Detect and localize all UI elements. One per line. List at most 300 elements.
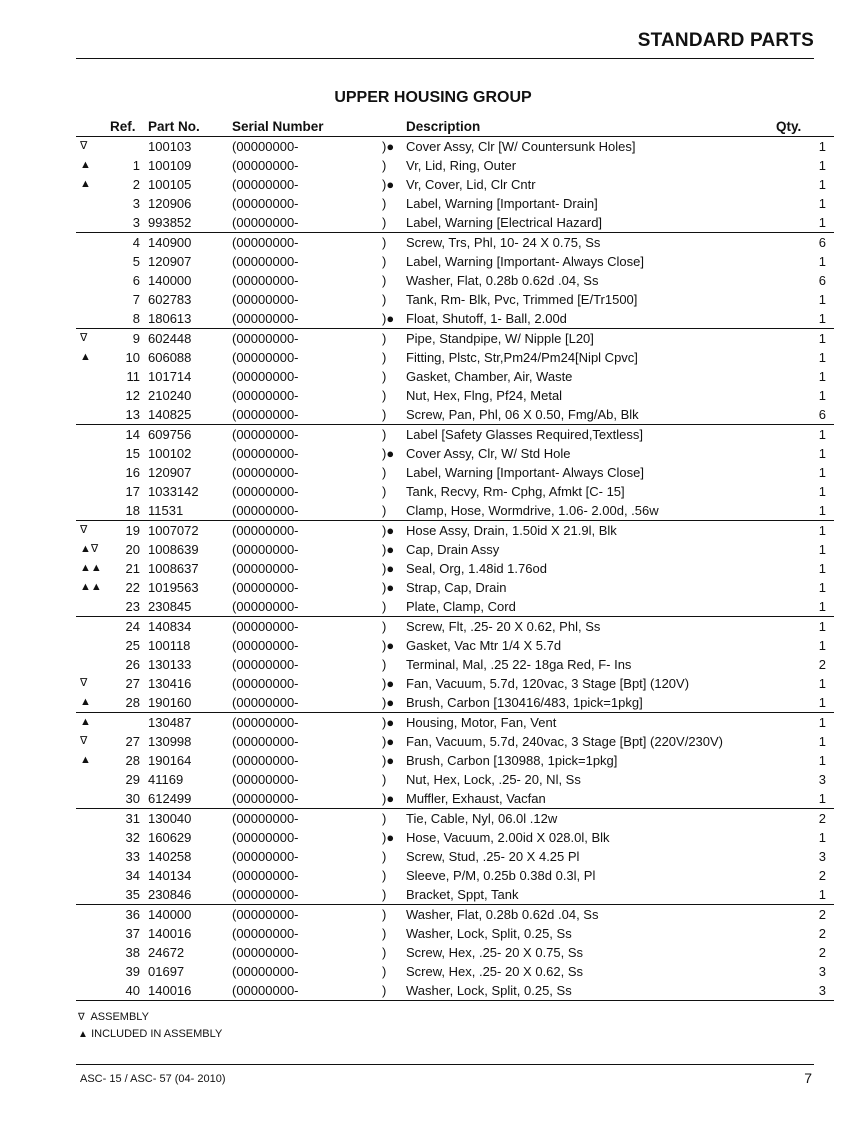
row-description: Label, Warning [Important- Always Close] [406,465,644,480]
row-qty: 1 [818,734,826,749]
row-serial-bracket: ) [382,617,406,637]
row-serial-bracket: ) [382,905,406,925]
table-row [76,540,834,559]
row-serial-number: (00000000- [232,926,299,941]
table-row [76,194,834,213]
row-serial-number: (00000000- [232,945,299,960]
row-ref: 3 [132,215,140,230]
row-qty: 6 [776,233,834,253]
row-symbol: ▲▲ [80,562,102,574]
row-description: Strap, Cap, Drain [406,580,507,595]
row-part-no: 140134 [148,868,192,883]
ref-column-header: Ref. [110,117,148,137]
row-qty: 1 [818,158,826,173]
page-number: 7 [804,1070,812,1086]
row-serial-bracket: ) [382,196,387,211]
row-serial-bracket: ) [382,292,387,307]
row-ref: 21 [125,561,140,576]
row-qty: 1 [818,753,826,768]
row-ref: 33 [125,849,140,864]
row-part-no: 190164 [148,753,192,768]
row-symbol [76,444,110,463]
row-ref: 18 [125,503,140,518]
row-description: Gasket, Chamber, Air, Waste [406,369,573,384]
row-ref: 39 [125,964,140,979]
included-symbol-icon: ▲ [78,1029,88,1040]
row-symbol [76,482,110,501]
row-symbol [76,809,110,829]
row-part-no: 602448 [148,329,232,349]
row-symbol [76,271,110,290]
row-serial-number: (00000000- [232,580,299,595]
row-part-no: 160629 [148,830,192,845]
row-description: Washer, Lock, Split, 0.25, Ss [406,926,572,941]
row-description: Brush, Carbon [130988, 1pick=1pkg] [406,753,618,768]
row-ref: 5 [132,254,140,269]
row-serial-bracket: )● [382,791,395,806]
group-title: UPPER HOUSING GROUP [334,89,532,106]
row-description: Cover Assy, Clr, W/ Std Hole [406,446,571,461]
row-qty: 2 [818,926,826,941]
row-serial-bracket: ) [382,350,387,365]
table-row [76,885,834,905]
row-part-no: 140258 [148,849,192,864]
legend-assembly [78,1011,149,1023]
row-part-no: 140016 [148,926,192,941]
row-symbol [76,655,110,674]
row-part-no: 993852 [148,215,192,230]
row-description: Screw, Flt, .25- 20 X 0.62, Phl, Ss [406,617,776,637]
row-serial-bracket: ) [382,329,406,349]
row-serial-bracket: )● [382,713,406,733]
row-symbol [76,463,110,482]
row-ref: 4 [110,233,148,253]
row-serial-number: (00000000- [232,599,299,614]
row-symbol [76,309,110,329]
row-serial-number: (00000000- [232,964,299,979]
table-row [76,924,834,943]
row-ref: 40 [110,981,148,1001]
row-part-no: 130133 [148,657,192,672]
row-symbol [76,617,110,637]
row-ref: 8 [132,311,140,326]
row-serial-bracket: ) [382,868,387,883]
row-qty: 3 [818,772,826,787]
row-part-no: 1033142 [148,484,199,499]
row-serial-number: (00000000- [232,638,299,653]
qty-column-header: Qty. [776,117,834,137]
row-serial-number: (00000000- [232,772,299,787]
row-serial-bracket: ) [382,233,406,253]
row-description: Cover Assy, Clr [W/ Countersunk Holes] [406,139,636,154]
table-row [76,693,834,713]
row-serial-number: (00000000- [232,676,299,691]
row-qty: 1 [818,599,826,614]
table-row [76,521,834,541]
row-description: Label [Safety Glasses Required,Textless] [406,425,776,445]
row-qty: 1 [818,292,826,307]
table-row [76,636,834,655]
row-qty: 2 [776,905,834,925]
serial-column-header: Serial Number [232,117,382,137]
row-qty: 1 [818,254,826,269]
row-description: Plate, Clamp, Cord [406,599,516,614]
row-serial-number: (00000000- [232,657,299,672]
row-ref: 36 [110,905,148,925]
row-part-no: 1008637 [148,561,199,576]
row-ref: 37 [125,926,140,941]
row-part-no: 120906 [148,196,192,211]
row-serial-bracket: ) [382,215,387,230]
row-qty: 1 [776,713,834,733]
row-description: Tank, Rm- Blk, Pvc, Trimmed [E/Tr1500] [406,292,638,307]
row-description: Nut, Hex, Flng, Pf24, Metal [406,388,563,403]
row-description: Washer, Flat, 0.28b 0.62d .04, Ss [406,905,776,925]
row-serial-number: (00000000- [232,177,299,192]
row-serial-bracket: ) [382,465,387,480]
row-part-no: 180613 [148,311,192,326]
row-description: Brush, Carbon [130416/483, 1pick=1pkg] [406,695,643,710]
row-serial-number: (00000000- [232,695,299,710]
row-qty: 1 [818,676,826,691]
row-qty: 1 [818,503,826,518]
row-symbol: ∇ [80,735,88,747]
row-qty: 1 [818,561,826,576]
row-serial-bracket: ) [382,388,387,403]
row-ref: 13 [125,407,140,422]
row-ref: 6 [132,273,140,288]
row-ref: 25 [125,638,140,653]
row-serial-number: (00000000- [232,905,382,925]
row-symbol [76,943,110,962]
row-part-no: 140016 [148,981,232,1001]
table-row [76,847,834,866]
row-symbol: ∇ [76,329,110,349]
row-description: Bracket, Sppt, Tank [406,887,519,902]
row-serial-bracket: ) [382,964,387,979]
row-serial-number: (00000000- [232,465,299,480]
bracket-column-header [382,117,406,137]
row-symbol [76,847,110,866]
row-symbol [76,367,110,386]
row-serial-bracket: )● [382,580,395,595]
row-serial-bracket: )● [382,311,395,326]
table-row [76,444,834,463]
row-symbol: ▲ [80,159,91,171]
row-serial-number: (00000000- [232,521,382,541]
row-symbol [76,866,110,885]
row-serial-number: (00000000- [232,407,299,422]
row-description: Hose Assy, Drain, 1.50id X 21.9l, Blk [406,521,776,541]
table-row [76,617,834,637]
row-serial-number: (00000000- [232,713,382,733]
table-row [76,962,834,981]
table-row [76,559,834,578]
row-qty: 1 [818,542,826,557]
row-description: Tie, Cable, Nyl, 06.0l .12w [406,809,776,829]
table-row [76,329,834,349]
row-ref: 12 [125,388,140,403]
legend-assembly-label: ASSEMBLY [90,1011,149,1023]
row-ref: 9 [110,329,148,349]
row-part-no: 140825 [148,407,192,422]
row-description: Label, Warning [Important- Always Close] [406,254,644,269]
table-row [76,290,834,309]
row-symbol [76,636,110,655]
row-serial-number: (00000000- [232,503,299,518]
row-description: Seal, Org, 1.48id 1.76od [406,561,547,576]
row-symbol [76,213,110,233]
row-serial-number: (00000000- [232,830,299,845]
row-serial-bracket: ) [382,484,387,499]
row-symbol [76,233,110,253]
row-ref: 23 [125,599,140,614]
row-ref: 38 [125,945,140,960]
row-serial-number: (00000000- [232,617,382,637]
row-description: Fitting, Plstc, Str,Pm24/Pm24[Nipl Cpvc] [406,350,638,365]
row-qty: 1 [818,388,826,403]
legend-included [78,1028,222,1040]
table-row [76,655,834,674]
row-symbol [76,425,110,445]
row-serial-number: (00000000- [232,329,382,349]
table-row [76,501,834,521]
row-description: Gasket, Vac Mtr 1/4 X 5.7d [406,638,562,653]
row-ref: 11 [126,369,140,384]
row-symbol [76,501,110,521]
row-qty: 2 [818,657,826,672]
row-description: Nut, Hex, Lock, .25- 20, Nl, Ss [406,772,581,787]
row-serial-number: (00000000- [232,791,299,806]
row-serial-bracket: )● [382,753,395,768]
row-symbol [76,290,110,309]
row-ref: 30 [125,791,140,806]
row-description: Screw, Stud, .25- 20 X 4.25 Pl [406,849,580,864]
row-description: Label, Warning [Important- Drain] [406,196,598,211]
row-part-no: 609756 [148,425,232,445]
row-symbol [76,194,110,213]
row-qty: 1 [818,830,826,845]
row-serial-bracket: )● [382,542,395,557]
row-qty: 2 [818,868,826,883]
row-qty: 1 [818,695,826,710]
part-no-column-header: Part No. [148,117,232,137]
row-symbol: ∇ [76,521,110,541]
row-description: Screw, Trs, Phl, 10- 24 X 0.75, Ss [406,233,776,253]
row-serial-number: (00000000- [232,484,299,499]
row-description: Sleeve, P/M, 0.25b 0.38d 0.3l, Pl [406,868,596,883]
row-symbol: ▲ [76,713,110,733]
row-description: Screw, Hex, .25- 20 X 0.62, Ss [406,964,584,979]
row-serial-bracket: ) [382,369,387,384]
row-qty: 1 [818,484,826,499]
row-qty: 1 [776,329,834,349]
row-symbol [76,905,110,925]
table-row [76,770,834,789]
row-serial-number: (00000000- [232,254,299,269]
row-serial-bracket: )● [382,734,395,749]
row-ref: 20 [125,542,140,557]
row-serial-number: (00000000- [232,233,382,253]
row-symbol: ▲ [80,696,91,708]
row-serial-bracket: ) [382,945,387,960]
row-qty: 1 [818,369,826,384]
row-serial-number: (00000000- [232,446,299,461]
row-serial-number: (00000000- [232,388,299,403]
table-row [76,137,834,157]
row-ref: 28 [125,753,140,768]
row-serial-number: (00000000- [232,350,299,365]
row-serial-bracket: ) [382,772,387,787]
row-part-no: 140834 [148,617,232,637]
table-row [76,405,834,425]
row-part-no: 1008639 [148,542,199,557]
row-qty: 1 [776,521,834,541]
row-serial-bracket: ) [382,254,387,269]
row-symbol [76,981,110,1001]
row-part-no: 41169 [148,772,184,787]
row-part-no: 130487 [148,713,232,733]
row-serial-number: (00000000- [232,215,299,230]
row-description: Float, Shutoff, 1- Ball, 2.00d [406,311,567,326]
row-symbol: ▲ [80,178,91,190]
row-ref: 14 [110,425,148,445]
row-serial-bracket: )● [382,695,395,710]
row-serial-number: (00000000- [232,292,299,307]
row-qty: 3 [818,849,826,864]
row-ref: 31 [110,809,148,829]
table-row [76,751,834,770]
row-serial-bracket: )● [382,830,395,845]
row-serial-bracket: ) [382,407,387,422]
row-serial-number: (00000000- [232,887,299,902]
row-serial-bracket: ) [382,981,406,1001]
description-column-header: Description [406,117,776,137]
table-row [76,309,834,329]
row-description: Washer, Flat, 0.28b 0.62d .04, Ss [406,273,599,288]
row-part-no: 612499 [148,791,192,806]
row-symbol [76,405,110,425]
row-ref: 22 [125,580,140,595]
table-row [76,233,834,253]
table-row [76,175,834,194]
row-serial-number: (00000000- [232,542,299,557]
row-qty: 1 [818,580,826,595]
row-part-no: 140900 [148,233,232,253]
row-description: Screw, Hex, .25- 20 X 0.75, Ss [406,945,584,960]
row-description: Screw, Pan, Phl, 06 X 0.50, Fmg/Ab, Blk [406,407,639,422]
row-description: Hose, Vacuum, 2.00id X 028.0l, Blk [406,830,610,845]
row-qty: 1 [818,139,826,154]
row-ref: 27 [125,676,140,691]
table-header-row [76,117,834,137]
row-part-no: 1007072 [148,521,232,541]
row-symbol: ∇ [80,140,88,152]
row-ref: 3 [132,196,140,211]
row-qty: 1 [776,617,834,637]
row-serial-number: (00000000- [232,561,299,576]
row-ref: 27 [125,734,140,749]
row-description: Fan, Vacuum, 5.7d, 240vac, 3 Stage [Bpt] (220V/230V) [406,734,724,749]
row-serial-number: (00000000- [232,425,382,445]
row-part-no: 11531 [148,503,184,518]
row-part-no: 100105 [148,177,192,192]
row-description: Label, Warning [Electrical Hazard] [406,215,603,230]
row-symbol: ∇ [80,677,88,689]
row-serial-bracket: ) [382,887,387,902]
row-ref: 10 [125,350,140,365]
table-row [76,252,834,271]
row-qty: 1 [818,196,826,211]
table-row [76,943,834,962]
table-row [76,348,834,367]
row-serial-number: (00000000- [232,734,299,749]
table-row [76,789,834,809]
table-row [76,386,834,405]
row-serial-number: (00000000- [232,981,382,1001]
table-row [76,674,834,693]
row-serial-bracket: )● [382,561,395,576]
row-serial-number: (00000000- [232,369,299,384]
row-description: Housing, Motor, Fan, Vent [406,713,776,733]
parts-table [76,117,834,1001]
row-description: Tank, Recvy, Rm- Cphg, Afmkt [C- 15] [406,484,625,499]
row-description: Pipe, Standpipe, W/ Nipple [L20] [406,329,776,349]
footer-document-id: ASC- 15 / ASC- 57 (04- 2010) [80,1073,226,1085]
row-ref [110,713,148,733]
table-row [76,156,834,175]
row-serial-bracket: )● [382,638,395,653]
row-qty: 1 [818,350,826,365]
row-part-no: 120907 [148,254,192,269]
row-qty: 1 [776,425,834,445]
row-part-no: 101714 [148,369,192,384]
row-serial-number: (00000000- [232,273,299,288]
table-row [76,271,834,290]
row-part-no: 210240 [148,388,192,403]
row-serial-bracket: ) [382,849,387,864]
row-ref: 24 [110,617,148,637]
row-serial-bracket: )● [382,446,395,461]
footer-divider [76,1064,814,1065]
row-part-no: 140000 [148,273,192,288]
table-row [76,425,834,445]
row-serial-bracket: ) [382,809,406,829]
row-qty: 1 [818,465,826,480]
row-qty: 1 [818,638,826,653]
row-part-no: 602783 [148,292,192,307]
row-part-no: 230846 [148,887,192,902]
row-part-no: 01697 [148,964,185,979]
row-ref: 7 [132,292,140,307]
row-part-no: 230845 [148,599,192,614]
row-serial-bracket: ) [382,503,387,518]
row-part-no: 140000 [148,905,232,925]
table-row [76,905,834,925]
table-row [76,578,834,597]
table-row [76,463,834,482]
table-row [76,597,834,617]
row-symbol [76,597,110,617]
row-ref: 17 [125,484,140,499]
row-serial-number: (00000000- [232,158,299,173]
row-serial-number: (00000000- [232,139,299,154]
row-ref: 1 [132,158,140,173]
table-row [76,732,834,751]
table-row [76,713,834,733]
row-serial-bracket: ) [382,599,387,614]
row-symbol [76,252,110,271]
